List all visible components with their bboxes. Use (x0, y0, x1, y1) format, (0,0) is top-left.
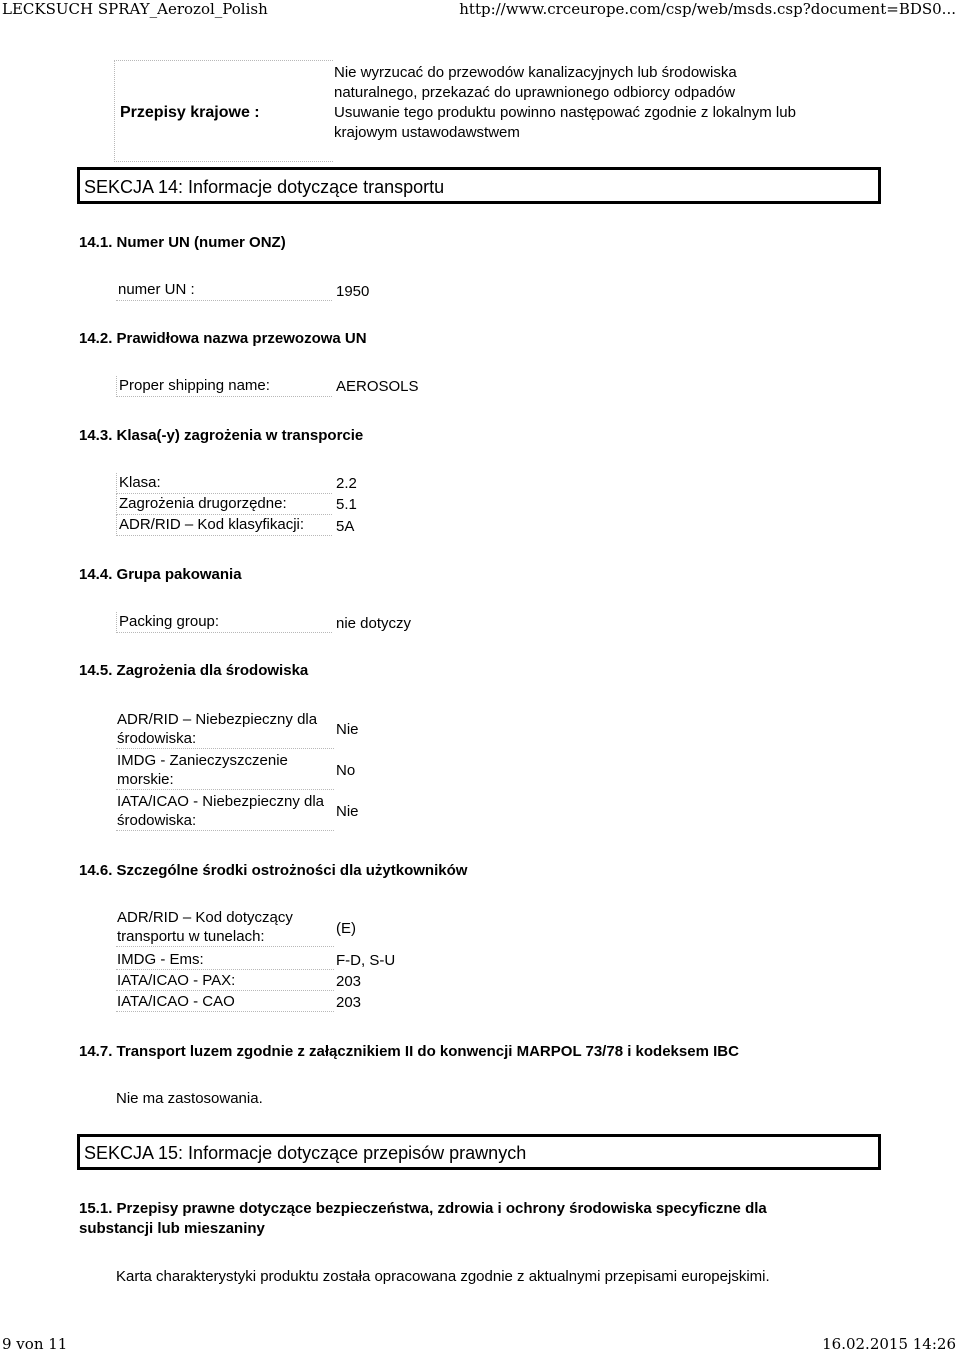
subsection-15-1-heading-line1: 15.1. Przepisy prawne dotyczące bezpieczeństwa, zdrowia i ochrony środowiska specyficzne dla (79, 1200, 767, 1217)
marpol-note: Nie ma zastosowania. (116, 1090, 263, 1107)
adr-environment-label: ADR/RID – Niebezpieczny dla środowiska: (116, 710, 334, 749)
subsection-14-6-heading: 14.6. Szczególne środki ostrożności dla użytkowników (79, 862, 468, 879)
subsection-14-2-heading: 14.2. Prawidłowa nazwa przewozowa UN (79, 330, 367, 347)
iata-cao-label: IATA/ICAO - CAO (116, 992, 334, 1012)
imdg-marine-value: No (336, 762, 356, 779)
imdg-ems-label: IMDG - Ems: (116, 950, 334, 970)
iata-pax-value: 203 (336, 973, 362, 990)
regulations-label-cell (114, 60, 333, 162)
subsection-14-4-heading: 14.4. Grupa pakowania (79, 566, 242, 583)
page-number: 9 von 11 (2, 1335, 68, 1353)
section-14-title: SEKCJA 14: Informacje dotyczące transportu (84, 177, 445, 197)
classification-code-value: 5A (336, 518, 355, 535)
subsidiary-risk-label: Zagrożenia drugorzędne: (116, 494, 332, 515)
tunnel-code-value: (E) (336, 920, 356, 937)
print-header (0, 0, 960, 22)
regulations-line: naturalnego, przekazać do uprawnionego odbiorcy odpadów (334, 84, 736, 101)
imdg-marine-label: IMDG - Zanieczyszczenie morskie: (116, 751, 334, 790)
subsection-15-1-heading-line2: substancji lub mieszaniny (79, 1220, 265, 1237)
hazard-class-label: Klasa: (116, 473, 332, 494)
un-number-label: numer UN : (116, 280, 332, 301)
un-number-value: 1950 (336, 283, 370, 300)
iata-environment-label: IATA/ICAO - Niebezpieczny dla środowiska: (116, 792, 334, 831)
regulations-label: Przepisy krajowe : (120, 104, 260, 121)
regulations-line: Usuwanie tego produktu powinno następować zgodnie z lokalnym lub (334, 104, 796, 121)
subsection-14-3-heading: 14.3. Klasa(-y) zagrożenia w transporcie (79, 427, 364, 444)
subsection-14-5-heading: 14.5. Zagrożenia dla środowiska (79, 662, 309, 679)
iata-cao-value: 203 (336, 994, 362, 1011)
iata-environment-value: Nie (336, 803, 359, 820)
document-title: LECKSUCH SPRAY_Aerozol_Polish (2, 0, 268, 18)
subsection-14-1-heading: 14.1. Numer UN (numer ONZ) (79, 234, 286, 251)
shipping-name-value: AEROSOLS (336, 378, 419, 395)
subsection-14-7-heading: 14.7. Transport luzem zgodnie z załącznikiem II do konwencji MARPOL 73/78 i kodeksem IBC (79, 1043, 739, 1060)
iata-pax-label: IATA/ICAO - PAX: (116, 971, 334, 991)
regulations-line: krajowym ustawodawstwem (334, 124, 520, 141)
section-15-header (77, 1134, 881, 1170)
national-regulations-table (114, 60, 864, 164)
section-15-title: SEKCJA 15: Informacje dotyczące przepisów prawnych (84, 1143, 527, 1163)
imdg-ems-value: F-D, S-U (336, 952, 396, 969)
packing-group-value: nie dotyczy (336, 615, 412, 632)
regulations-line: Nie wyrzucać do przewodów kanalizacyjnych lub środowiska (334, 64, 737, 81)
regulations-text (334, 63, 854, 143)
subsidiary-risk-value: 5.1 (336, 496, 357, 513)
eu-regulations-note: Karta charakterystyki produktu została opracowana zgodnie z aktualnymi przepisami europejskimi. (116, 1268, 770, 1285)
hazard-class-value: 2.2 (336, 475, 357, 492)
shipping-name-label: Proper shipping name: (116, 376, 332, 397)
tunnel-code-label: ADR/RID – Kod dotyczący transportu w tunelach: (116, 908, 334, 947)
adr-environment-value: Nie (336, 721, 359, 738)
classification-code-label: ADR/RID – Kod klasyfikacji: (116, 515, 332, 536)
section-14-header (77, 167, 881, 204)
packing-group-label: Packing group: (116, 612, 332, 633)
document-url[interactable]: http://www.crceurope.com/csp/web/msds.csp?document=BDS0... (459, 0, 956, 18)
print-datetime: 16.02.2015 14:26 (822, 1335, 956, 1353)
